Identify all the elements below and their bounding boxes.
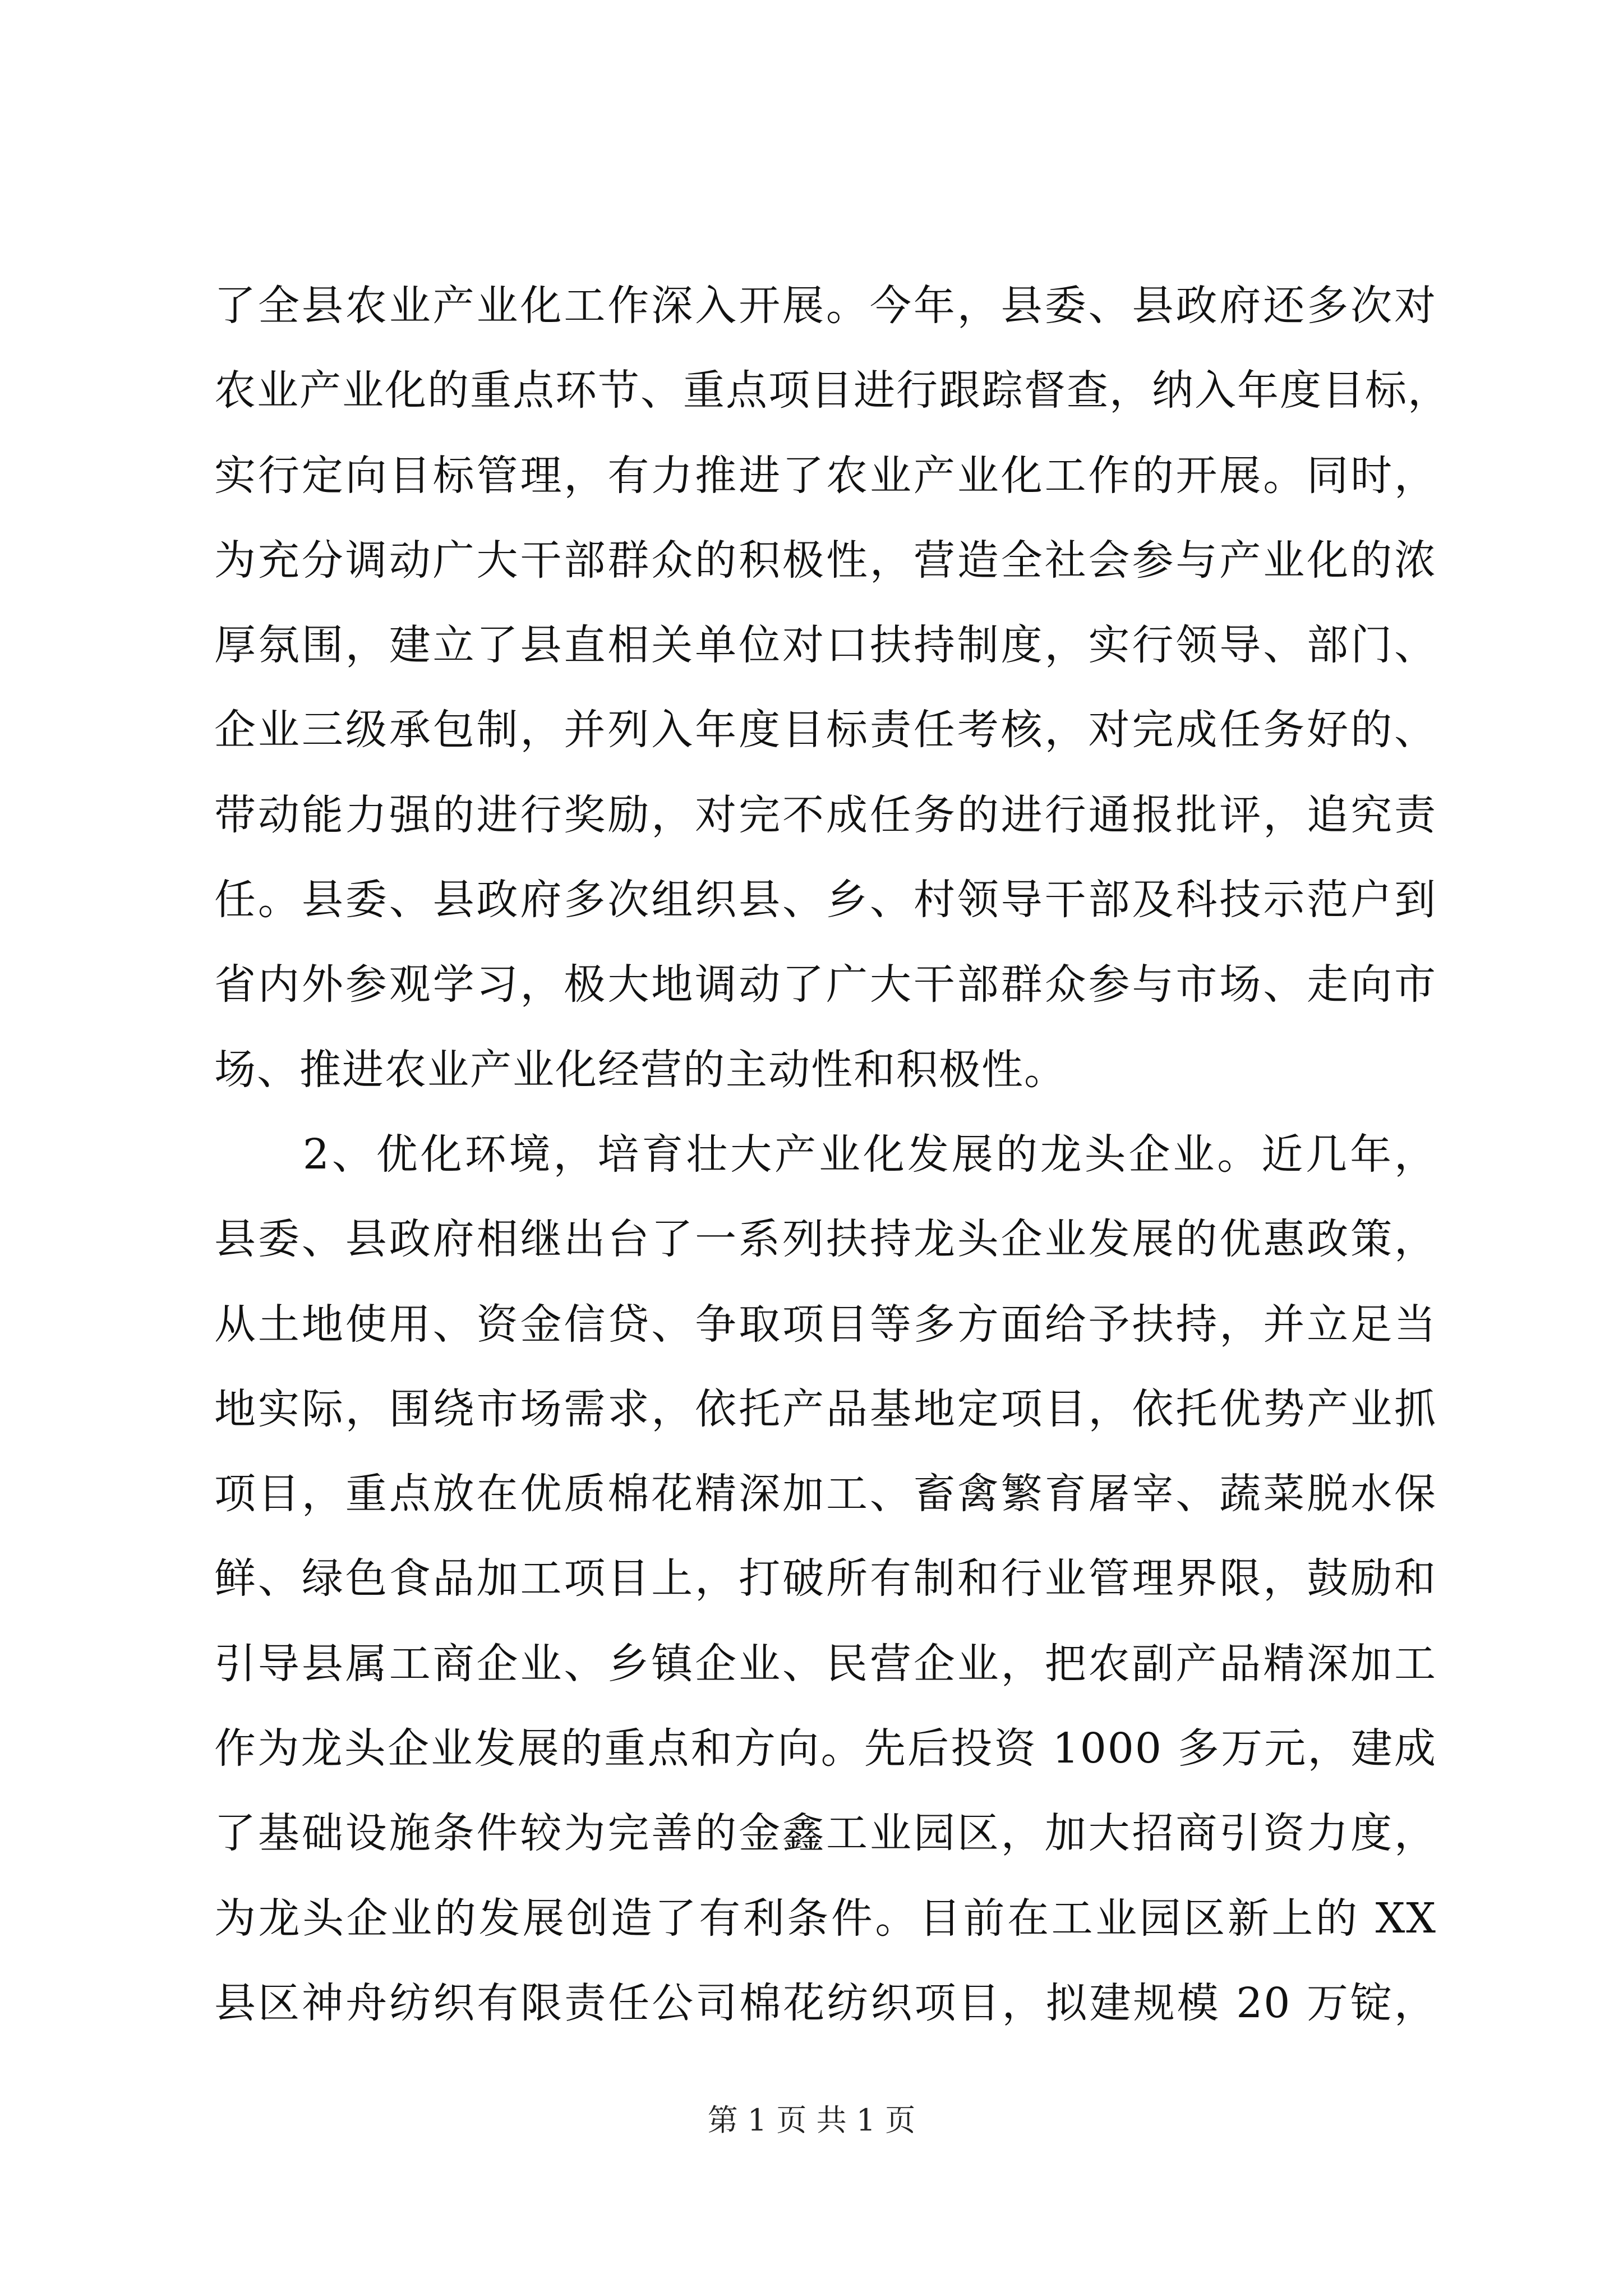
page-footer: 第 1 页 共 1 页: [707, 2102, 916, 2138]
text-line: 作为龙头企业发展的重点和方向。先后投资 1000 多万元，建成: [214, 1724, 1437, 1773]
text-line: 了全县农业产业化工作深入开展。今年，县委、县政府还多次对: [214, 282, 1437, 330]
text-line: 项目，重点放在优质棉花精深加工、畜禽繁育屠宰、蔬菜脱水保: [214, 1470, 1437, 1519]
text-line: 了基础设施条件较为完善的金鑫工业园区，加大招商引资力度，: [214, 1809, 1437, 1858]
text-line: 为龙头企业的发展创造了有利条件。目前在工业园区新上的 XX: [214, 1894, 1437, 1943]
body-text: [214, 264, 1450, 2046]
text-line: 引导县属工商企业、乡镇企业、民营企业，把农副产品精深加工: [214, 1639, 1437, 1688]
text-line: 鲜、绿色食品加工项目上，打破所有制和行业管理界限，鼓励和: [214, 1554, 1437, 1603]
text-line: 厚氛围，建立了县直相关单位对口扶持制度，实行领导、部门、: [214, 621, 1437, 670]
text-line: 场、推进农业产业化经营的主动性和积极性。: [214, 1045, 1067, 1094]
text-line: 县区神舟纺织有限责任公司棉花纺织项目，拟建规模 20 万锭，: [214, 1978, 1437, 2027]
text-line: 省内外参观学习，极大地调动了广大干部群众参与市场、走向市: [214, 960, 1437, 1009]
text-line: 为充分调动广大干部群众的积极性，营造全社会参与产业化的浓: [214, 536, 1437, 585]
text-line: 任。县委、县政府多次组织县、乡、村领导干部及科技示范户到: [214, 876, 1437, 924]
text-line: 企业三级承包制，并列入年度目标责任考核，对完成任务好的、: [214, 706, 1437, 754]
text-line: 农业产业化的重点环节、重点项目进行跟踪督查，纳入年度目标，: [214, 366, 1450, 415]
text-line: 2、优化环境，培育壮大产业化发展的龙头企业。近几年，: [214, 1130, 1437, 1179]
text-line: 带动能力强的进行奖励，对完不成任务的进行通报批评，追究责: [214, 790, 1437, 839]
text-line: 实行定向目标管理，有力推进了农业产业化工作的开展。同时，: [214, 451, 1437, 500]
text-line: 地实际，围绕市场需求，依托产品基地定项目，依托优势产业抓: [214, 1384, 1437, 1433]
text-line: 县委、县政府相继出台了一系列扶持龙头企业发展的优惠政策，: [214, 1215, 1437, 1264]
text-line: 从土地使用、资金信贷、争取项目等多方面给予扶持，并立足当: [214, 1300, 1437, 1349]
